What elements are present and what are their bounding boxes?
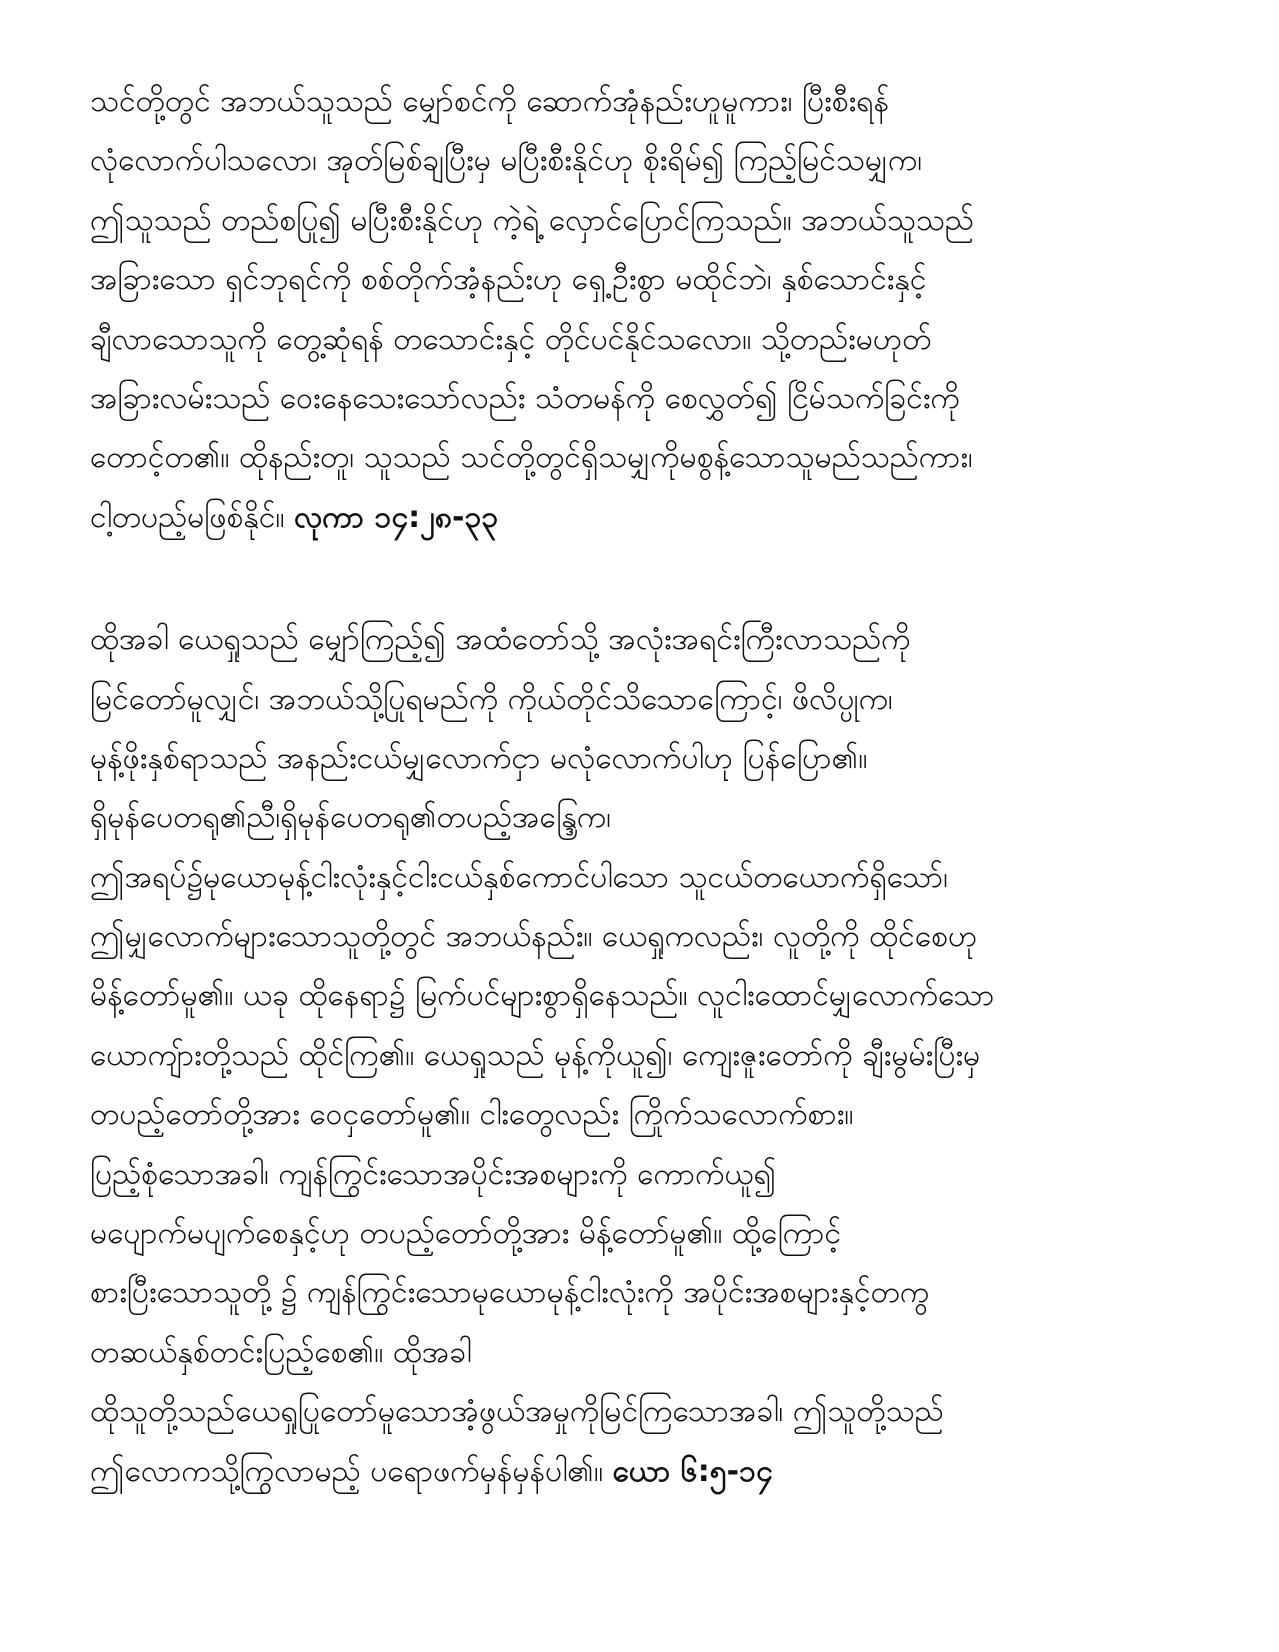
text-line: မုန့်ဖိုးနှစ်ရာသည် အနည်းငယ်မျှလောက်ငှာ မလုံလောက်ပါဟု ပြန်ပြော၏။ bbox=[90, 740, 868, 776]
text-line: ထိုသူတို့သည်ယေရှုပြုတော်မူသောအံ့ဖွယ်အမှုကိုမြင်ကြသောအခါ၊ ဤသူတို့သည် bbox=[90, 1394, 944, 1430]
text-line: ဤမျှလောက်များသောသူတို့တွင် အဘယ်နည်း။ ယေရှုကလည်း၊ လူတို့ကို ထိုင်စေဟု bbox=[90, 919, 978, 955]
text-line: ယောကျ်ားတို့သည် ထိုင်ကြ၏။ ယေရှုသည် မုန့်ကိုယူ၍၊ ကျေးဇူးတော်ကို ချီးမွမ်းပြီးမှ bbox=[90, 1037, 981, 1073]
scripture-reference: ယော ၆:၅-၁၄ bbox=[612, 1453, 773, 1489]
text-line: အခြားသော ရှင်ဘုရင်ကို စစ်တိုက်အံ့နည်းဟု ရှေ့ဦးစွာ မထိုင်ဘဲ၊ နှစ်သောင်းနှင့် bbox=[90, 262, 927, 298]
text-line: တဆယ်နှစ်တင်းပြည့်စေ၏။ ထိုအခါ bbox=[90, 1334, 472, 1370]
paragraph-spacer bbox=[90, 547, 1200, 610]
text-line: ထိုအခါ ယေရှုသည် မျှော်ကြည့်၍ အထံတော်သို့ အလုံးအရင်းကြီးလာသည်ကို bbox=[90, 622, 911, 658]
paragraph-luke bbox=[90, 72, 1200, 547]
text-line: စားပြီးသောသူတို့ ၌ ကျန်ကြွင်းသောမုယောမုန့်ငါးလုံးကို အပိုင်းအစများနှင့်တကွ bbox=[90, 1275, 930, 1311]
text-line: တောင့်တ၏။ ထိုနည်းတူ၊ သူသည် သင်တို့တွင်ရှိသမျှကိုမစွန့်သောသူမည်သည်ကား၊ bbox=[90, 440, 973, 476]
paragraph-john bbox=[90, 610, 1200, 1501]
text-line: လုံလောက်ပါသလော၊ အုတ်မြစ်ချပြီးမှ မပြီးစီးနိုင်ဟု စိုးရိမ်၍ ကြည့်မြင်သမျှက၊ bbox=[90, 143, 923, 179]
text-line-with-reference bbox=[90, 1442, 1200, 1501]
text-line: မပျောက်မပျက်စေနှင့်ဟု တပည့်တော်တို့အား မိန့်တော်မူ၏။ ထို့ကြောင့် bbox=[90, 1216, 842, 1252]
text-segment: ဤလောကသို့ကြွလာမည့် ပရောဖက်မှန်မှန်ပါ၏။ bbox=[90, 1453, 604, 1489]
text-line: တပည့်တော်တို့အား ဝေငှတော်မူ၏။ ငါးတွေလည်း ကြိုက်သလောက်စား။ bbox=[90, 1097, 854, 1133]
text-line: ဤသူသည် တည်စပြု၍ မပြီးစီးနိုင်ဟု ကဲ့ရဲ့ လှောင်ပြောင်ကြသည်။ အဘယ်သူသည် bbox=[90, 202, 974, 238]
text-segment: ငါ့တပည့်မဖြစ်နိုင်။ bbox=[90, 499, 285, 535]
text-line-with-reference bbox=[90, 488, 1200, 547]
document-page bbox=[90, 72, 1200, 1501]
text-line: ပြည့်စုံသောအခါ၊ ကျန်ကြွင်းသောအပိုင်းအစများကို ကောက်ယူ၍ bbox=[90, 1156, 777, 1192]
text-line: မိန့်တော်မူ၏။ ယခု ထိုနေရာ၌ မြက်ပင်များစွာရှိနေသည်။ လူငါးထောင်မျှလောက်သော bbox=[90, 978, 995, 1014]
text-line: ချီလာသောသူကို တွေ့ဆုံရန် တသောင်းနှင့် တိုင်ပင်နိုင်သလော။ သို့တည်းမဟုတ် bbox=[90, 321, 932, 357]
text-line: ရှိမုန်ပေတရု၏ညီ၊ရှိမုန်ပေတရု၏တပည့်အန္ဒြေက၊ bbox=[90, 800, 612, 836]
scripture-reference: လုကာ ၁၄:၂၈-၃၃ bbox=[294, 499, 499, 535]
text-line: ဤအရပ်၌မုယောမုန့်ငါးလုံးနှင့်ငါးငယ်နှစ်ကောင်ပါသော သူငယ်တယောက်ရှိသော်၊ bbox=[90, 859, 948, 895]
text-line: မြင်တော်မူလျှင်၊ အဘယ်သို့ပြုရမည်ကို ကိုယ်တိုင်သိသောကြောင့်၊ ဖိလိပ္ပုက၊ bbox=[90, 681, 893, 717]
text-line: အခြားလမ်းသည် ဝေးနေသေးသော်လည်း သံတမန်ကို စေလွှတ်၍ ငြိမ်သက်ခြင်းကို bbox=[90, 380, 960, 416]
text-line: သင်တို့တွင် အဘယ်သူသည် မျှော်စင်ကို ဆောက်အုံနည်းဟူမူကား၊ ပြီးစီးရန် bbox=[90, 84, 890, 119]
